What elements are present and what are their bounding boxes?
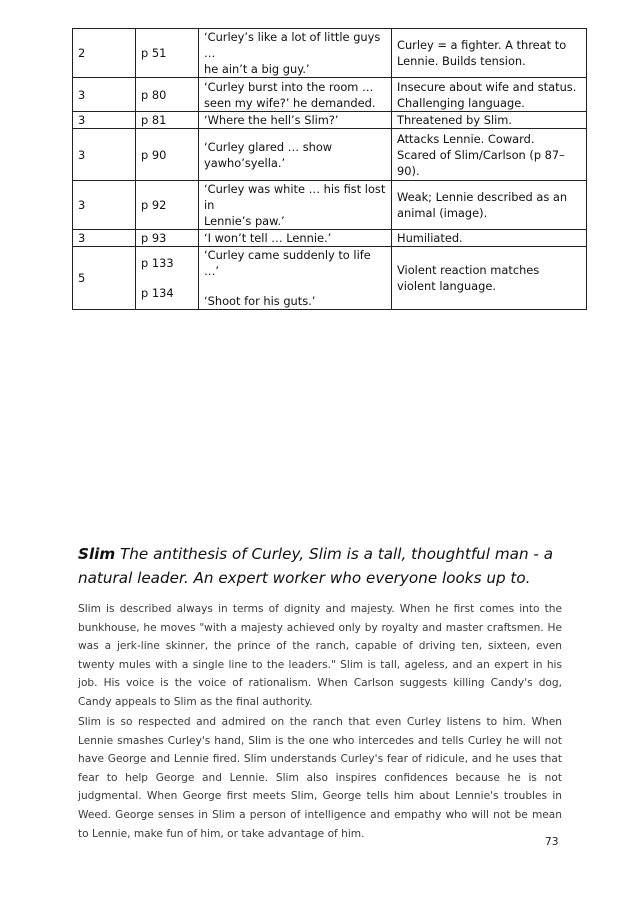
character-name: Slim	[78, 545, 116, 563]
comment-cell	[392, 181, 587, 230]
comment-line: Weak; Lennie described as an	[397, 190, 568, 204]
page-cell: p 90	[136, 129, 199, 181]
chapter-cell: 3	[73, 181, 136, 230]
comment-line: 90).	[397, 163, 420, 178]
quote-line: ‘Curley glared … show	[204, 139, 333, 154]
page-line: p 134	[141, 286, 174, 300]
chapter-cell: 5	[73, 247, 136, 310]
page-cell: p 80	[136, 78, 199, 112]
paragraph: Slim is so respected and admired on the ranch that even Curley listens to him. When Lennie smashes Curley's hand, Slim is the one who intercedes and tells Curley he will not have George and Lennie fired. Slim understands Curley's fear of ridicule, and he uses that fear to help George and Lennie. Slim also inspires confidences because he is not judgmental. When George first meets Slim, George tells him about Lennie's troubles in Weed. George senses in Slim a person of intelligence and empathy who will not be mean to Lennie, make fun of him, or take advantage of him.	[78, 716, 562, 840]
quote-cell: ‘Where the hell’s Slim?’	[199, 112, 392, 129]
comment-cell: Humiliated.	[392, 230, 587, 247]
comment-line: Violent reaction matches	[397, 263, 540, 277]
heading-line-2: natural leader. An expert worker who everyone looks up to.	[78, 569, 531, 587]
quote-line: he ain’t a big guy.’	[204, 62, 310, 76]
comment-cell: Threatened by Slim.	[392, 112, 587, 129]
table-row	[73, 129, 587, 181]
comment-cell	[392, 29, 587, 78]
chapter-cell: 3	[73, 78, 136, 112]
quote-cell	[199, 78, 392, 112]
comment-line: Curley = a fighter. A threat to	[397, 38, 567, 52]
quote-cell	[199, 247, 392, 310]
quote-line: ‘Shoot for his guts.’	[204, 294, 316, 308]
page-cell	[136, 247, 199, 310]
quote-line: ‘Curley came suddenly to life …’	[204, 248, 371, 278]
comment-line: violent language.	[397, 279, 497, 293]
comment-line: Insecure about wife and status.	[397, 79, 577, 94]
comment-line: Attacks Lennie. Coward.	[397, 131, 535, 146]
comment-cell	[392, 247, 587, 310]
quote-line: ‘Curley burst into the room …	[204, 79, 374, 94]
comment-line: animal (image).	[397, 206, 488, 220]
chapter-cell: 2	[73, 29, 136, 78]
quote-line: Lennie’s paw.’	[204, 214, 285, 228]
table-row	[73, 230, 587, 247]
quote-line: ‘Curley was white … his fist lost in	[204, 182, 386, 212]
quotes-table	[72, 28, 587, 310]
comment-cell	[392, 129, 587, 181]
table-row	[73, 112, 587, 129]
section-heading	[78, 542, 568, 590]
quote-line: yawho’syella.’	[204, 155, 286, 170]
chapter-cell: 3	[73, 112, 136, 129]
page-line: p 133	[141, 256, 174, 270]
quote-cell	[199, 181, 392, 230]
table-row	[73, 181, 587, 230]
table-row	[73, 78, 587, 112]
table-row	[73, 29, 587, 78]
quote-cell	[199, 29, 392, 78]
comment-line: Lennie. Builds tension.	[397, 54, 526, 68]
page-number: 73	[545, 836, 559, 848]
quote-line: ‘Curley’s like a lot of little guys …	[204, 30, 381, 60]
heading-line-1: The antithesis of Curley, Slim is a tall, thoughtful man - a	[115, 545, 554, 563]
page-cell: p 92	[136, 181, 199, 230]
table-row	[73, 247, 587, 310]
page-cell: p 51	[136, 29, 199, 78]
quote-cell	[199, 129, 392, 181]
comment-cell	[392, 78, 587, 112]
quote-line: seen my wife?’ he demanded.	[204, 95, 376, 110]
chapter-cell: 3	[73, 129, 136, 181]
paragraph: Slim is described always in terms of dignity and majesty. When he first comes into the bunkhouse, he moves "with a majesty achieved only by royalty and master craftsmen. He was a jerk-line skinner, the prince of the ranch, capable of driving ten, sixteen, even twenty mules with a single line to the leaders." Slim is tall, ageless, and an expert in his job. His voice is the voice of rationalism. When Carlson suggests killing Candy's dog, Candy appeals to Slim as the final authority.	[78, 603, 562, 708]
chapter-cell: 3	[73, 230, 136, 247]
page-cell: p 93	[136, 230, 199, 247]
quotes-table-body	[73, 29, 587, 310]
page-cell: p 81	[136, 112, 199, 129]
quote-cell: ‘I won’t tell … Lennie.’	[199, 230, 392, 247]
comment-line: Challenging language.	[397, 95, 525, 110]
comment-line: Scared of Slim/Carlson (p 87–	[397, 147, 565, 162]
